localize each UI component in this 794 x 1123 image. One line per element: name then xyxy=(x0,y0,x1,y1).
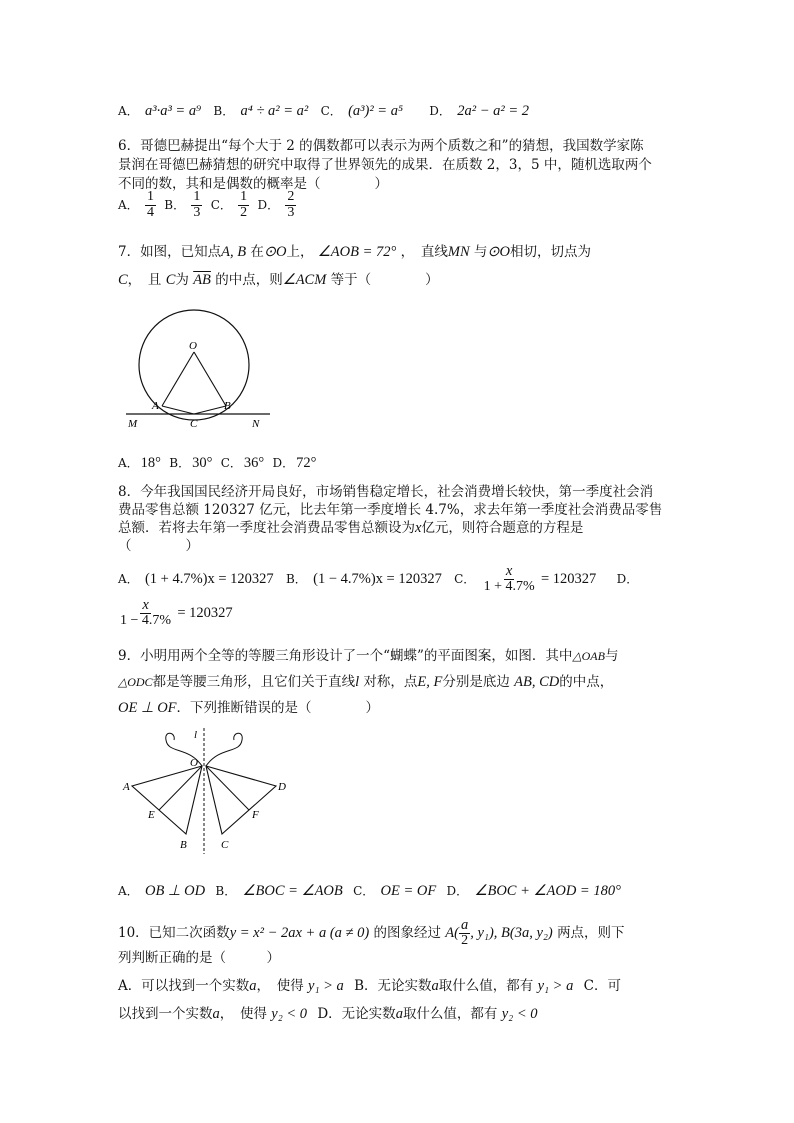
label-a: A xyxy=(152,400,159,412)
q10-function: y = x² − 2ax + a (a ≠ 0) xyxy=(229,924,370,941)
q6-options xyxy=(118,190,296,220)
q6-line-3: 不同的数，其和是偶数的概率是（ ） xyxy=(118,176,388,192)
q10-line-2: 列判断正确的是（ ） xyxy=(118,950,280,966)
q7-angle-aob: ∠AOB = 72° xyxy=(317,244,397,260)
q9-option-d-label: D． xyxy=(446,884,469,898)
q5-option-c-expr: (a³)² = a⁵ xyxy=(348,103,403,119)
q8-options-row-2: $\frac{x}{1 - 4.7\%}$ = 120327 xyxy=(120,597,233,629)
q7-option-d-label: D． xyxy=(272,456,295,470)
q8-line-2: 费品零售总额 120327 亿元，比去年第一季度增长 4.7%，求去年第一季度社会消费品零售 xyxy=(118,502,663,518)
label-l: l xyxy=(194,729,198,741)
q5-options xyxy=(118,102,529,120)
label-b: B xyxy=(224,400,231,412)
q5-option-c-label: C． xyxy=(320,104,342,118)
q9-option-a-label: A． xyxy=(118,884,139,898)
q7-points-ab: A, B xyxy=(221,244,247,260)
q9-line-3: OE ⊥ OF．下列推断错误的是（ ） xyxy=(118,700,380,716)
q9-option-d-expr: ∠BOC + ∠AOD = 180° xyxy=(474,883,621,899)
q8-option-c-label: C． xyxy=(454,571,476,586)
q8-option-b-expr: (1 − 4.7%)x = 120327 xyxy=(313,570,442,587)
q6-option-a-label: A． xyxy=(118,197,139,212)
label-e: E xyxy=(148,809,155,821)
q9-option-a-expr: OB ⊥ OD xyxy=(144,883,206,899)
q5-option-d-expr: 2a² − a² = 2 xyxy=(457,103,529,119)
q9-butterfly-figure xyxy=(118,726,298,856)
label-m: M xyxy=(128,418,138,430)
q7-line-2: C， 且 C为 $\overline{AB}$ 的中点，则∠ACM 等于（ ） xyxy=(118,272,439,288)
q6-line-1: 6．哥德巴赫提出“每个大于 2 的偶数都可以表示为两个质数之和”的猜想，我国数学家陈 xyxy=(118,138,644,154)
q10-option-c-expr: y₂ < 0 xyxy=(271,1006,308,1022)
q7-line-1: 7．如图，已知点A, B 在⊙O上， ∠AOB = 72° ， 直线MN 与⊙O相切，切点为 xyxy=(118,244,592,260)
q7-angle-acm: ∠ACM xyxy=(282,272,327,288)
q6-option-b-fraction: $\frac{1}{3}$ xyxy=(193,189,201,220)
q8-option-c-fraction: $\frac{x}{1 + 4.7\%}$ xyxy=(483,563,535,595)
q6-option-d-fraction: $\frac{2}{3}$ xyxy=(287,189,295,220)
q8-line-3: 总额．若将去年第一季度社会消费品零售总额设为x亿元，则符合题意的方程是 xyxy=(118,520,584,536)
q10-line-1: 10．已知二次函数y = x² − 2ax + a (a ≠ 0) 的图象经过 A( $\frac{a}{2}$ , y₁), B(3a, y₂) 两点，则下 xyxy=(118,917,625,949)
right-antenna xyxy=(206,733,242,766)
label-d: D xyxy=(278,781,286,793)
q6-option-d-label: D． xyxy=(257,197,280,212)
q8-line-1: 8．今年我国国民经济开局良好，市场销售稳定增长，社会消费增长较快，第一季度社会消 xyxy=(118,484,654,500)
q7-option-b-value: 30° xyxy=(192,455,213,471)
label-o: O xyxy=(190,757,198,769)
segment-oa xyxy=(162,352,194,406)
q10-line-4: 以找到一个实数a， 使得 y₂ < 0 D．无论实数a取什么值，都有 y₂ < 0 xyxy=(118,1006,538,1022)
label-a: A xyxy=(123,781,130,793)
q9-option-c-label: C． xyxy=(353,884,375,898)
q7-option-d-value: 72° xyxy=(296,455,317,471)
q7-arc-ab: $\overline{AB}$ xyxy=(193,272,211,288)
q9-line-2: △ODC都是等腰三角形，且它们关于直线l 对称，点E, F分别是底边 AB, CD的中点， xyxy=(118,674,614,690)
label-c: C xyxy=(190,418,198,430)
q9-line-1: 9．小明用两个全等的等腰三角形设计了一个“蝴蝶”的平面图案，如图．其中△OAB与 xyxy=(118,648,619,664)
q8-line-4: （ ） xyxy=(118,538,199,554)
q8-options-row-1: A． (1 + 4.7%)x = 120327 B． (1 − 4.7%)x = 120327 C． $\frac{x}{1 + 4.7\%}$ = 120327 D． xyxy=(118,563,639,595)
q10-option-d-expr: y₂ < 0 xyxy=(501,1006,538,1022)
q6-option-b-label: B． xyxy=(164,197,186,212)
q7-option-a-value: 18° xyxy=(140,455,161,471)
segment-ob xyxy=(194,352,226,406)
q6-option-c-label: C． xyxy=(210,197,232,212)
label-f: F xyxy=(252,809,259,821)
q7-circle-figure xyxy=(118,302,278,432)
q9-option-c-expr: OE = OF xyxy=(380,883,437,899)
q7-options xyxy=(118,454,316,472)
q8-option-d-fraction: $\frac{x}{1 - 4.7\%}$ xyxy=(120,597,172,629)
q8-option-a-expr: (1 + 4.7%)x = 120327 xyxy=(144,570,274,587)
q10-line-3: A．可以找到一个实数a， 使得 y₁ > a B．无论实数a取什么值，都有 y₁ > a C．可 xyxy=(118,978,621,994)
q5-option-b-expr: a⁴ ÷ a² = a² xyxy=(240,103,309,119)
q5-option-a-expr: a³·a³ = a⁹ xyxy=(144,103,202,119)
label-b: B xyxy=(180,839,187,851)
q5-option-a-label: A． xyxy=(118,104,139,118)
q8-option-a-label: A． xyxy=(118,571,139,586)
q8-option-b-label: B． xyxy=(285,571,307,586)
q7-option-a-label: A． xyxy=(118,456,139,470)
label-c: C xyxy=(221,839,229,851)
q7-option-b-label: B． xyxy=(169,456,191,470)
label-n: N xyxy=(252,418,260,430)
q9-option-b-expr: ∠BOC = ∠AOB xyxy=(242,883,343,899)
q10-option-b-expr: y₁ > a xyxy=(537,978,574,994)
q6-line-2: 景润在哥德巴赫猜想的研究中取得了世界领先的成果．在质数 2，3，5 中，随机选取两个 xyxy=(118,157,652,173)
label-o: O xyxy=(189,340,197,352)
q7-option-c-value: 36° xyxy=(243,455,265,471)
q5-option-b-label: B． xyxy=(213,104,235,118)
q6-option-a-fraction: $\frac{1}{4}$ xyxy=(146,189,154,220)
q9-option-b-label: B． xyxy=(215,884,237,898)
q9-options xyxy=(118,882,621,900)
q7-option-c-label: C． xyxy=(220,456,242,470)
q5-option-d-label: D． xyxy=(429,104,451,118)
q10-option-a-expr: y₁ > a xyxy=(308,978,344,994)
q8-option-d-label: D． xyxy=(616,571,639,586)
q6-option-c-fraction: $\frac{1}{2}$ xyxy=(240,189,248,220)
q10-point-a-fraction: $\frac{a}{2}$ xyxy=(460,917,469,949)
